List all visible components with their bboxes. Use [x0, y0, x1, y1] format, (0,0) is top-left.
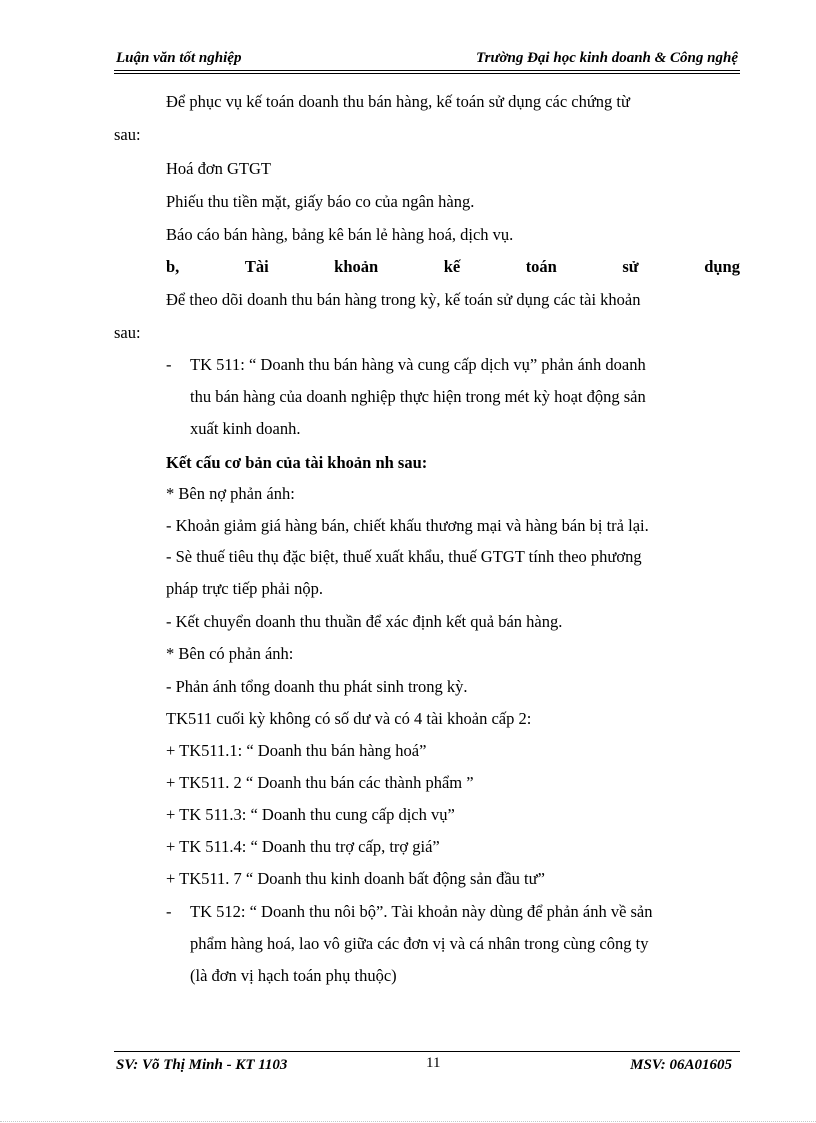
tk511-text: TK 511: “ Doanh thu bán hàng và cung cấp dịch vụ” phản ánh doanh — [190, 355, 646, 374]
paragraph-line: sau: — [114, 125, 141, 144]
tk512-text: TK 512: “ Doanh thu nôi bộ”. Tài khoản này dùng để phản ánh về sản — [190, 902, 653, 921]
page-number: 11 — [426, 1055, 441, 1071]
tk512-text: (là đơn vị hạch toán phụ thuộc) — [190, 966, 397, 985]
document-item: Hoá đơn GTGT — [166, 159, 271, 178]
sub-account-item: + TK511. 7 “ Doanh thu kinh doanh bất động sản đầu tư” — [166, 869, 545, 888]
sub-account-item: + TK511.1: “ Doanh thu bán hàng hoá” — [166, 741, 427, 760]
tk512-text: phẩm hàng hoá, lao vô giữa các đơn vị và cá nhân trong cùng công ty — [190, 934, 649, 953]
heading-word: khoản — [334, 257, 379, 276]
header-university: Trường Đại học kinh doanh & Công nghệ — [476, 50, 738, 66]
section-heading-b — [114, 257, 740, 277]
footer-student-id: MSV: 06A01605 — [630, 1057, 732, 1073]
heading-word: Tài — [244, 257, 269, 276]
page-header — [114, 48, 740, 72]
paragraph-line: Để phục vụ kế toán doanh thu bán hàng, kế toán sử dụng các chứng từ — [166, 92, 630, 111]
list-dash: - — [166, 355, 172, 374]
heading-word: b, — [166, 257, 180, 276]
credit-heading: * Bên có phản ánh: — [166, 644, 294, 663]
paragraph-line: sau: — [114, 323, 141, 342]
document-item: Báo cáo bán hàng, bảng kê bán lẻ hàng hoá, dịch vụ. — [166, 225, 514, 244]
heading-word: sử — [622, 257, 639, 276]
footer-student-name: SV: Võ Thị Minh - KT 1103 — [116, 1057, 288, 1073]
sub-account-item: + TK 511.4: “ Doanh thu trợ cấp, trợ giá” — [166, 837, 440, 856]
heading-word: toán — [525, 257, 557, 276]
debit-item: - Sè thuế tiêu thụ đặc biệt, thuế xuất khẩu, thuế GTGT tính theo phương — [166, 547, 642, 566]
paragraph-line: Để theo dõi doanh thu bán hàng trong kỳ, kế toán sử dụng các tài khoản — [166, 290, 641, 309]
debit-heading: * Bên nợ phản ánh: — [166, 484, 295, 503]
tk511-text: thu bán hàng của doanh nghiệp thực hiện trong mét kỳ hoạt động sản — [190, 387, 646, 406]
heading-word: kế — [443, 257, 461, 276]
page-edge-divider — [0, 1121, 816, 1122]
debit-item: pháp trực tiếp phải nộp. — [166, 579, 323, 598]
structure-heading: Kết cấu cơ bản của tài khoản nh sau: — [166, 453, 428, 472]
heading-word: dụng — [704, 257, 740, 276]
debit-item: - Kết chuyển doanh thu thuần để xác định kết quả bán hàng. — [166, 612, 563, 631]
sub-account-item: + TK511. 2 “ Doanh thu bán các thành phẩm ” — [166, 773, 474, 792]
sub-account-item: + TK 511.3: “ Doanh thu cung cấp dịch vụ” — [166, 805, 455, 824]
list-dash: - — [166, 902, 172, 921]
debit-item: - Khoản giảm giá hàng bán, chiết khấu thương mại và hàng bán bị trả lại. — [166, 516, 649, 535]
header-divider — [114, 70, 740, 74]
page-footer — [114, 1055, 740, 1077]
document-item: Phiếu thu tiền mặt, giấy báo co của ngân hàng. — [166, 192, 475, 211]
tk511-text: xuất kinh doanh. — [190, 419, 301, 438]
credit-item: - Phản ánh tổng doanh thu phát sinh trong kỳ. — [166, 677, 468, 696]
header-thesis-title: Luận văn tốt nghiệp — [116, 50, 242, 66]
paragraph-line: TK511 cuối kỳ không có số dư và có 4 tài khoản cấp 2: — [166, 709, 532, 728]
footer-divider — [114, 1051, 740, 1052]
